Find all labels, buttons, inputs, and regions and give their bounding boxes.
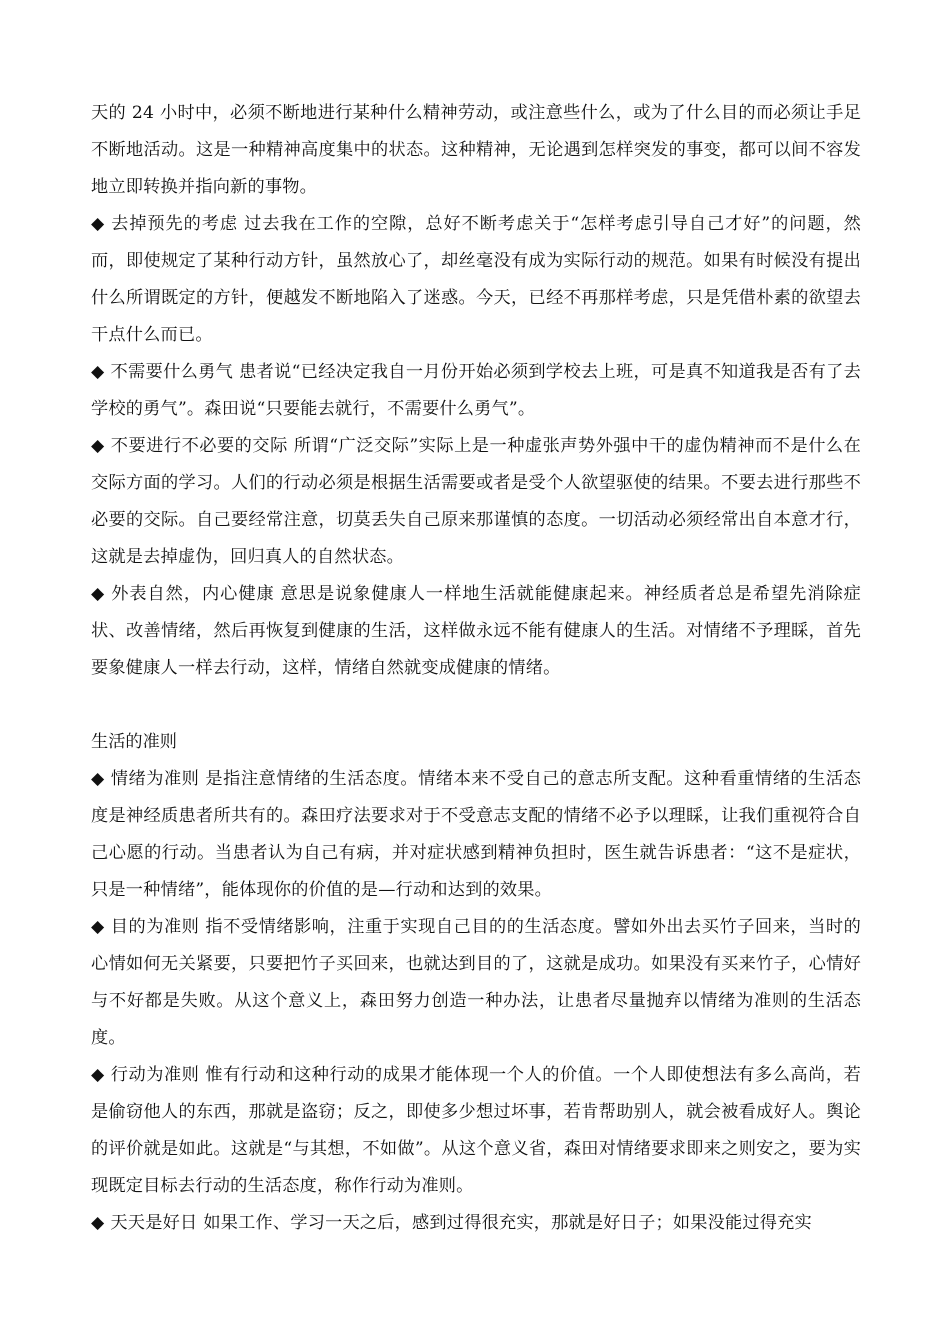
list-item xyxy=(91,428,861,576)
diamond-bullet-icon: ◆ xyxy=(91,769,105,789)
item-text: 指不受情绪影响，注重于实现自己目的的生活态度。譬如外出去买竹子回来，当时的心情如何无关紧要，只要把竹子买回来，也就达到目的了，这就是成功。如果没有买来竹子，心情好与不好都是失败。从这个意义上，森田努力创造一种办法，让患者尽量抛弃以情绪为准则的生活态度。 xyxy=(91,917,861,1048)
item-text: 如果工作、学习一天之后，感到过得很充实，那就是好日子；如果没能过得充实 xyxy=(203,1213,812,1233)
item-heading: 天天是好日 xyxy=(110,1213,198,1233)
item-heading: 不需要什么勇气 xyxy=(110,362,234,382)
list-item xyxy=(91,576,861,687)
item-text: 所谓“广泛交际”实际上是一种虚张声势外强中干的虚伪精神而不是什么在交际方面的学习。人们的行动必须是根据生活需要或者是受个人欲望驱使的结果。不要去进行那些不必要的交际。自己要经常注意，切莫丢失自己原来那谨慎的态度。一切活动必须经常出自本意才行，这就是去掉虚伪，回归真人的自然状态。 xyxy=(91,436,861,567)
item-heading: 行动为准则 xyxy=(110,1065,200,1085)
section2-list xyxy=(91,761,861,1242)
item-text: 意思是说象健康人一样地生活就能健康起来。神经质者总是希望先消除症状、改善情绪，然后再恢复到健康的生活，这样做永远不能有健康人的生活。对情绪不予理睬，首先要象健康人一样去行动，这样，情绪自然就变成健康的情绪。 xyxy=(91,584,861,678)
item-text: 是指注意情绪的生活态度。情绪本来不受自己的意志所支配。这种看重情绪的生活态度是神经质患者所共有的。森田疗法要求对于不受意志支配的情绪不必予以理睬，让我们重视符合自己心愿的行动。当患者认为自己有病，并对症状感到精神负担时，医生就告诉患者：“这不是症状，只是一种情绪”，能体现你的价值的是—行动和达到的效果。 xyxy=(91,769,861,900)
item-text: 患者说“已经决定我自一月份开始必须到学校去上班，可是真不知道我是否有了去学校的勇气”。森田说“只要能去就行，不需要什么勇气”。 xyxy=(91,362,861,419)
diamond-bullet-icon: ◆ xyxy=(91,214,105,234)
intro-paragraph: 天的 24 小时中，必须不断地进行某种什么精神劳动，或注意些什么，或为了什么目的而必须让手足不断地活动。这是一种精神高度集中的状态。这种精神，无论遇到怎样突发的事变，都可以间不容发地立即转换并指向新的事物。 xyxy=(91,103,861,197)
list-item xyxy=(91,761,861,909)
blank-line xyxy=(91,687,861,724)
list-item xyxy=(91,206,861,354)
item-text: 惟有行动和这种行动的成果才能体现一个人的价值。一个人即使想法有多么高尚，若是偷窃他人的东西，那就是盗窃；反之，即使多少想过坏事，若肯帮助别人，就会被看成好人。舆论的评价就是如此。这就是“与其想，不如做”。从这个意义省，森田对情绪要求即来之则安之，要为实现既定目标去行动的生活态度，称作行动为准则。 xyxy=(91,1065,861,1196)
item-text: 过去我在工作的空隙，总好不断考虑关于“怎样考虑引导自己才好”的问题，然而，即使规定了某种行动方针，虽然放心了，却丝毫没有成为实际行动的规范。如果有时候没有提出什么所谓既定的方针，便越发不断地陷入了迷惑。今天，已经不再那样考虑，只是凭借朴素的欲望去干点什么而已。 xyxy=(91,214,861,345)
list-item xyxy=(91,909,861,1057)
section1-list xyxy=(91,206,861,687)
diamond-bullet-icon: ◆ xyxy=(91,362,105,382)
item-heading: 目的为准则 xyxy=(110,917,200,937)
item-heading: 情绪为准则 xyxy=(110,769,200,789)
diamond-bullet-icon: ◆ xyxy=(91,1065,105,1085)
item-heading: 外表自然，内心健康 xyxy=(110,584,275,604)
item-heading: 不要进行不必要的交际 xyxy=(110,436,288,456)
list-item xyxy=(91,354,861,428)
diamond-bullet-icon: ◆ xyxy=(91,436,105,456)
item-heading: 去掉预先的考虑 xyxy=(110,214,239,234)
list-item xyxy=(91,1057,861,1205)
diamond-bullet-icon: ◆ xyxy=(91,584,105,604)
diamond-bullet-icon: ◆ xyxy=(91,917,105,937)
section-title: 生活的准则 xyxy=(91,732,177,752)
list-item xyxy=(91,1205,861,1242)
document-page xyxy=(91,95,861,1242)
diamond-bullet-icon: ◆ xyxy=(91,1213,105,1233)
